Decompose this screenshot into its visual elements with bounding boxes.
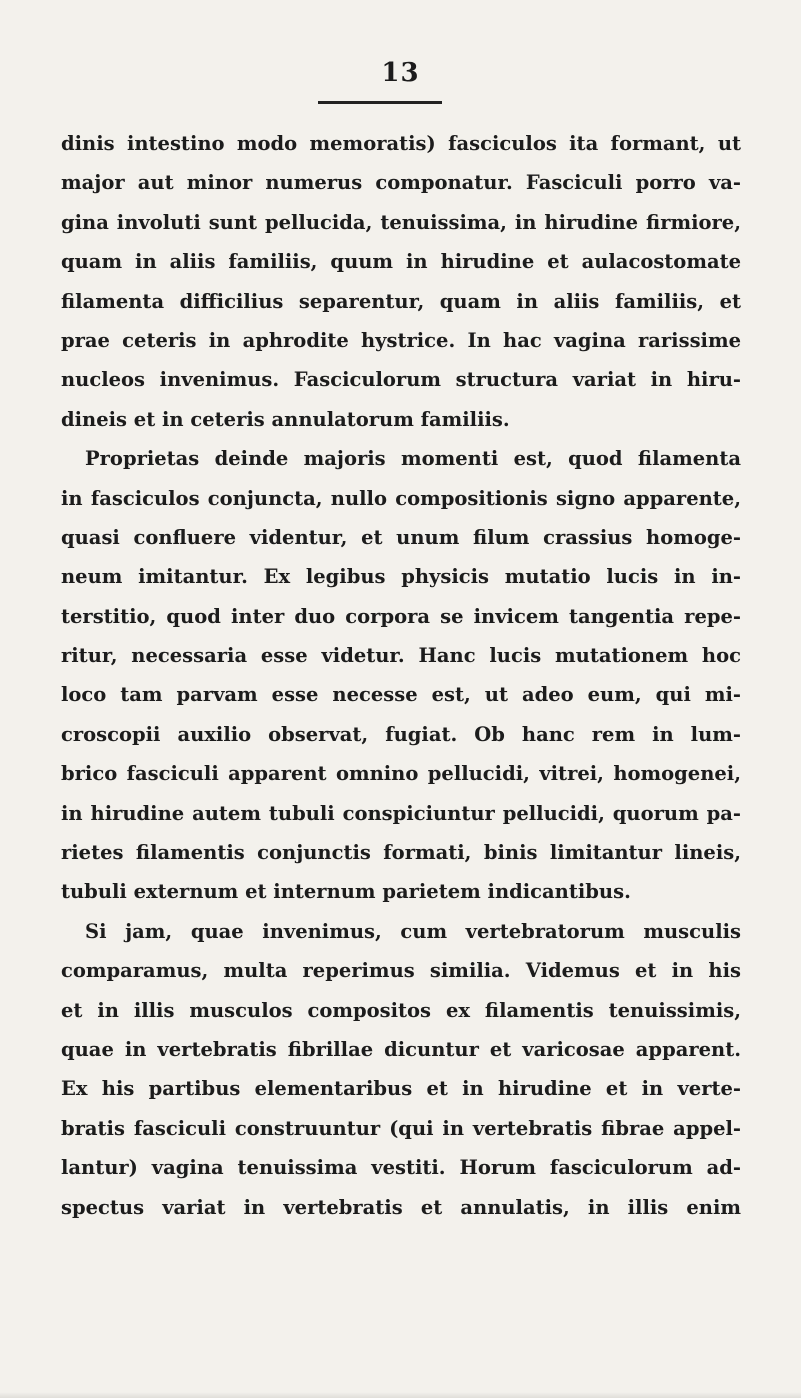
body-text	[61, 124, 741, 1227]
text-line: bratis fasciculi construuntur (qui in vertebratis fibrae appel-	[61, 1116, 741, 1140]
text-line: ritur, necessaria esse videtur. Hanc lucis mutationem hoc	[61, 644, 741, 668]
text-line: filamenta difficilius separentur, quam in aliis familiis, et	[61, 289, 741, 313]
text-line: major aut minor numerus componatur. Fasciculi porro va-	[61, 171, 741, 195]
text-line: tubuli externum et internum parietem indicantibus.	[61, 880, 631, 904]
text-line: in fasciculos conjuncta, nullo compositionis signo apparente,	[61, 486, 741, 510]
text-line: comparamus, multa reperimus similia. Videmus et in his	[61, 959, 741, 983]
text-line: nucleos invenimus. Fasciculorum structura variat in hiru-	[61, 368, 741, 392]
text-line: prae ceteris in aphrodite hystrice. In hac vagina rarissime	[61, 328, 741, 352]
text-line: Ex his partibus elementaribus et in hirudine et in verte-	[61, 1077, 741, 1101]
text-line: in hirudine autem tubuli conspiciuntur pellucidi, quorum pa-	[61, 801, 741, 825]
text-line: rietes filamentis conjunctis formati, binis limitantur lineis,	[61, 841, 741, 865]
text-line: Proprietas deinde majoris momenti est, quod filamenta	[85, 447, 741, 471]
text-line: dineis et in ceteris annulatorum familiis.	[61, 407, 510, 431]
text-line: Si jam, quae invenimus, cum vertebratorum musculis	[85, 919, 741, 943]
text-line: dinis intestino modo memoratis) fasciculos ita formant, ut	[61, 132, 741, 155]
text-line: quae in vertebratis fibrillae dicuntur et varicosae apparent.	[61, 1037, 741, 1061]
text-line: neum imitantur. Ex legibus physicis mutatio lucis in in-	[61, 565, 741, 589]
text-line: et in illis musculos compositos ex filamentis tenuissimis,	[61, 998, 741, 1022]
text-line: lantur) vagina tenuissima vestiti. Horum fasciculorum ad-	[61, 1156, 741, 1180]
text-line: quasi confluere videntur, et unum filum crassius homoge-	[61, 525, 741, 549]
text-line: gina involuti sunt pellucida, tenuissima, in hirudine firmiore,	[61, 210, 741, 234]
text-line: terstitio, quod inter duo corpora se invicem tangentia repe-	[61, 604, 741, 628]
page-edge-shadow	[0, 1392, 801, 1398]
text-line: loco tam parvam esse necesse est, ut adeo eum, qui mi-	[61, 683, 741, 707]
header-rule	[318, 101, 442, 104]
text-line: spectus variat in vertebratis et annulatis, in illis enim	[61, 1195, 741, 1219]
page-number: 13	[381, 58, 420, 88]
text-line: brico fasciculi apparent omnino pellucidi, vitrei, homogenei,	[61, 762, 741, 786]
text-line: quam in aliis familiis, quum in hirudine et aulacostomate	[61, 250, 741, 274]
text-line: croscopii auxilio observat, fugiat. Ob hanc rem in lum-	[61, 722, 741, 746]
